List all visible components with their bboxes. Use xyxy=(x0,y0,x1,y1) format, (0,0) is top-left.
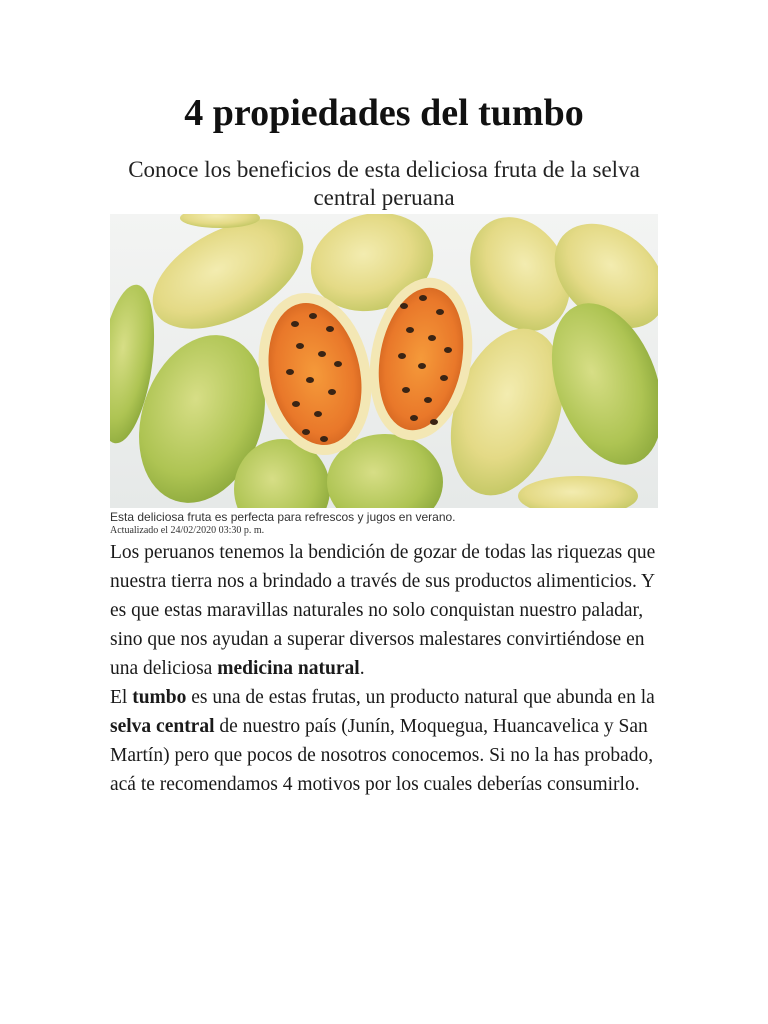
image-caption: Esta deliciosa fruta es perfecta para refrescos y jugos en verano. xyxy=(110,510,456,524)
article-body xyxy=(110,538,658,799)
article-image xyxy=(110,214,658,508)
paragraph-2 xyxy=(110,683,658,799)
paragraph-1 xyxy=(110,538,658,683)
article-title: 4 propiedades del tumbo xyxy=(184,92,584,134)
paragraph-2-text-c: de nuestro país (Junín, Moquegua, Huancavelica y San Martín) pero que pocos de nosotros conocemos. Si no la has probado, acá te recomendamos 4 motivos por los cuales deberías consumirlo. xyxy=(110,716,654,795)
article xyxy=(110,88,658,799)
paragraph-2-bold-tumbo: tumbo xyxy=(132,687,187,708)
tumbo-fruit-photo xyxy=(110,214,658,508)
paragraph-2-bold-selva-central: selva central xyxy=(110,716,215,737)
paragraph-2-text-b: es una de estas frutas, un producto natural que abunda en la xyxy=(186,687,655,708)
updated-timestamp: Actualizado el 24/02/2020 03:30 p. m. xyxy=(110,525,265,536)
paragraph-2-text-a: El xyxy=(110,687,133,708)
article-subtitle: Conoce los beneficios de esta deliciosa fruta de la selva central peruana xyxy=(128,157,640,210)
paragraph-1-bold-medicina-natural: medicina natural xyxy=(217,658,360,679)
paragraph-1-text-a: Los peruanos tenemos la bendición de gozar de todas las riquezas que nuestra tierra nos a brindado a través de sus productos alimenticios. Y es que estas maravillas naturales no solo conquistan nuestro paladar, sino que nos ayudan a superar diversos malestares convirtiéndose en una deliciosa xyxy=(110,542,656,679)
paragraph-1-text-b: . xyxy=(359,658,365,679)
